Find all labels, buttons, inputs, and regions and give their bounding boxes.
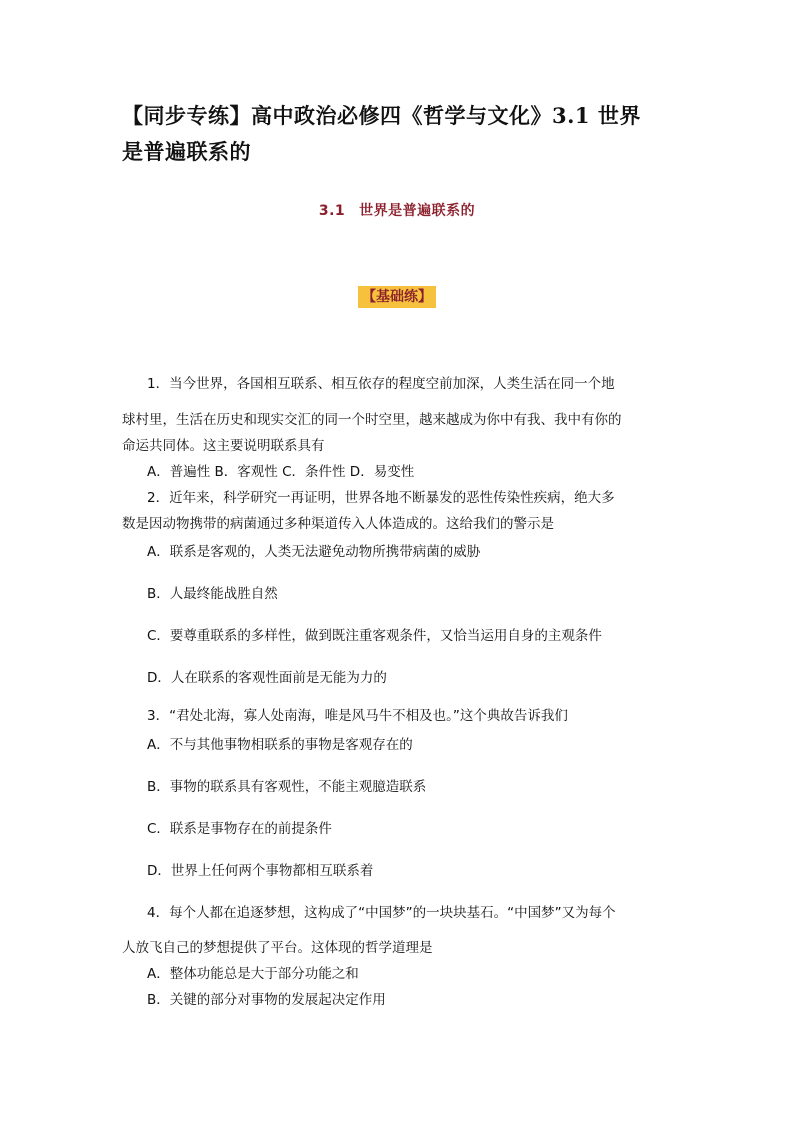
q2-option-c: C．要尊重联系的多样性，做到既注重客观条件，又恰当运用自身的主观条件	[147, 628, 602, 644]
q4-option-a: A．整体功能总是大于部分功能之和	[147, 966, 359, 982]
section-title: 世界是普遍联系的	[359, 203, 476, 219]
q1-options: A．普遍性 B．客观性 C．条件性 D．易变性	[147, 464, 415, 480]
q1-stem-line-2: 球村里，生活在历史和现实交汇的同一个时空里，越来越成为你中有我、我中有你的	[122, 412, 622, 428]
title-line-2: 是普遍联系的	[122, 139, 251, 164]
q1-stem-line-3: 命运共同体。这主要说明联系具有	[122, 438, 325, 454]
section-heading	[0, 200, 794, 220]
title-line-1: 【同步专练】高中政治必修四《哲学与文化》3.1 世界	[122, 103, 641, 128]
q4-option-b: B．关键的部分对事物的发展起决定作用	[147, 992, 386, 1008]
q3-option-b: B．事物的联系具有客观性，不能主观臆造联系	[147, 779, 427, 795]
section-number: 3.1	[318, 203, 346, 219]
q3-option-d: D．世界上任何两个事物都相互联系着	[147, 863, 374, 879]
q4-stem-line-1: 4．每个人都在追逐梦想，这构成了“中国梦”的一块块基石。“中国梦”又为每个	[147, 905, 616, 921]
q2-option-d: D．人在联系的客观性面前是无能为力的	[147, 670, 387, 686]
q3-stem-line-1: 3．“君处北海，寡人处南海，唯是风马牛不相及也。”这个典故告诉我们	[147, 708, 568, 724]
q2-stem-line-2: 数是因动物携带的病菌通过多种渠道传入人体造成的。这给我们的警示是	[122, 516, 554, 532]
basic-practice-badge: 【基础练】	[358, 286, 436, 308]
q2-stem-line-1: 2．近年来，科学研究一再证明，世界各地不断暴发的恶性传染性疾病，绝大多	[147, 490, 615, 506]
q3-option-c: C．联系是事物存在的前提条件	[147, 821, 332, 837]
badge-container	[0, 286, 794, 308]
document-title	[122, 98, 682, 170]
q2-option-b: B．人最终能战胜自然	[147, 586, 278, 602]
q2-option-a: A．联系是客观的，人类无法避免动物所携带病菌的威胁	[147, 544, 481, 560]
q4-stem-line-2: 人放飞自己的梦想提供了平台。这体现的哲学道理是	[122, 940, 433, 956]
q1-stem-line-1: 1．当今世界，各国相互联系、相互依存的程度空前加深，人类生活在同一个地	[147, 376, 615, 392]
q3-option-a: A．不与其他事物相联系的事物是客观存在的	[147, 737, 413, 753]
